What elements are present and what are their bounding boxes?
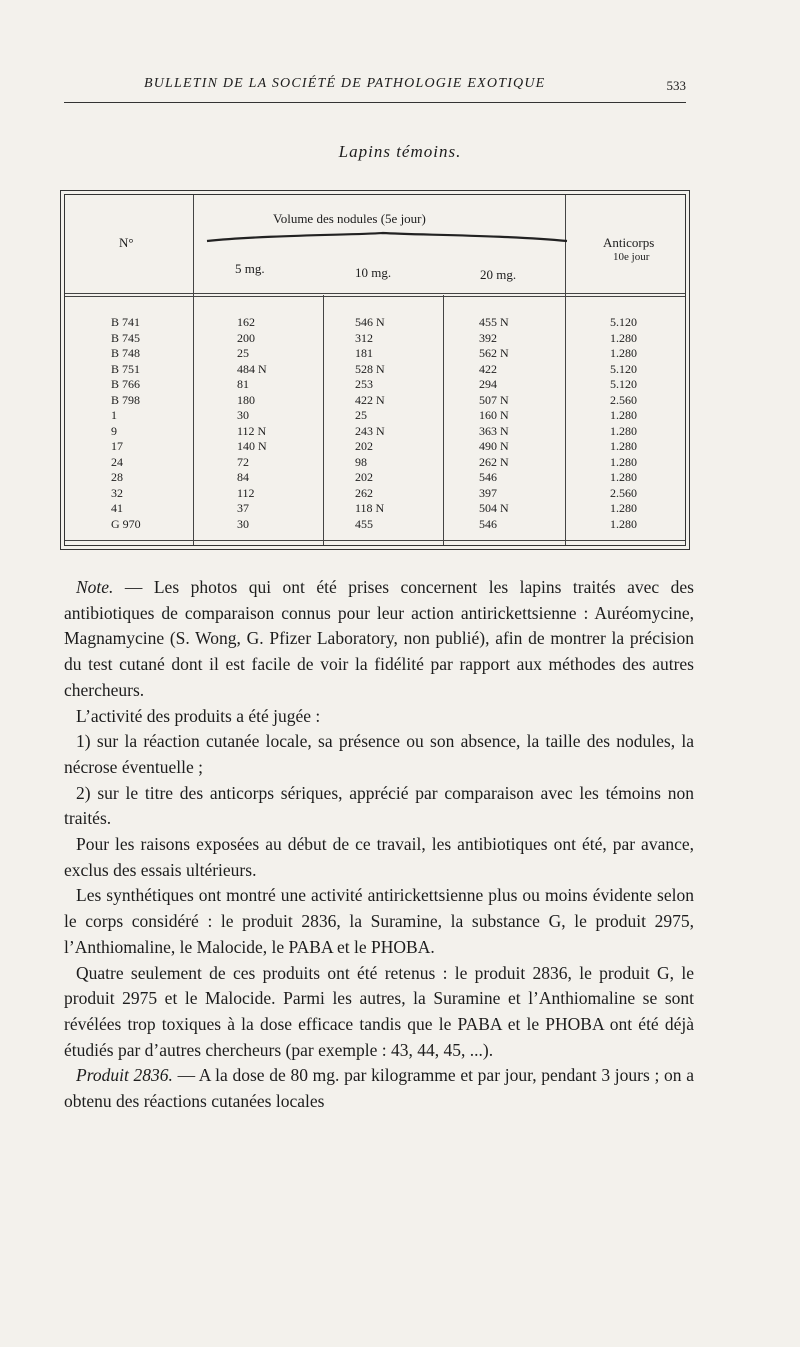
table-cell-mg20: 262 N bbox=[479, 454, 509, 469]
note-lead: Note. bbox=[76, 577, 114, 597]
table-cell-mg10: 243 N bbox=[355, 423, 385, 438]
table-cell-mg20: 392 bbox=[479, 330, 497, 345]
table-cell-mg20: 546 bbox=[479, 516, 497, 531]
column-20mg bbox=[479, 315, 509, 532]
brace-icon bbox=[205, 231, 569, 243]
table-cell-mg5: 140 N bbox=[237, 439, 267, 453]
table-cell-no: B 798 bbox=[111, 392, 141, 407]
produit-lead: Produit 2836. bbox=[76, 1065, 173, 1086]
header-dose-5: 5 mg. bbox=[235, 261, 265, 276]
table-cell-mg5: 112 N bbox=[237, 423, 267, 438]
table-cell-mg10: 25 bbox=[355, 408, 367, 422]
table-cell-mg20: 546 bbox=[479, 470, 497, 484]
table-cell-no: 24 bbox=[111, 454, 123, 469]
note-text: — Les photos qui ont été prises concernent les lapins traités avec des antibiotiques de comparaison connus pour leur action antirickettsienne : Auréomycine, Magnamycine (S. Wong, G. Pfizer Laboratory, non publié), afin de montrer la précision du test cutané dont il est facile de voir la fidélité par rapport aux méthodes des autres chercheurs. bbox=[64, 577, 694, 700]
table-cell-mg20: 490 N bbox=[479, 439, 509, 453]
column-10mg bbox=[355, 315, 385, 532]
table-cell-anti: 1.280 bbox=[610, 470, 637, 484]
table-cell-mg10: 546 N bbox=[355, 315, 385, 329]
table-cell-mg10: 253 bbox=[355, 377, 373, 391]
table-cell-mg5: 84 bbox=[237, 470, 249, 484]
data-table bbox=[60, 190, 690, 550]
table-cell-mg5: 72 bbox=[237, 454, 249, 469]
table-cell-no: B 748 bbox=[111, 346, 141, 360]
table-cell-mg5: 162 bbox=[237, 315, 255, 329]
paragraph: Pour les raisons exposées au début de ce travail, les antibiotiques ont été, par avance, exclus des essais ultérieurs. bbox=[64, 834, 694, 880]
paragraph-note bbox=[64, 575, 694, 704]
table-header-rule bbox=[65, 296, 685, 297]
table-header-rule bbox=[65, 293, 685, 294]
table-cell-no: 17 bbox=[111, 439, 123, 453]
table-cell-no: 41 bbox=[111, 501, 123, 515]
table-divider bbox=[443, 295, 444, 545]
table-cell-anti: 1.280 bbox=[610, 330, 637, 345]
table-cell-mg5: 200 bbox=[237, 330, 255, 345]
table-cell-anti: 1.280 bbox=[610, 439, 637, 453]
table-cell-mg5: 112 bbox=[237, 485, 255, 500]
page-number: 533 bbox=[666, 78, 686, 93]
header-anticorps-day: 10e jour bbox=[613, 251, 650, 263]
table-cell-anti: 5.120 bbox=[610, 315, 637, 329]
running-header bbox=[64, 74, 686, 103]
paragraph: 2) sur le titre des anticorps sériques, apprécié par comparaison avec les témoins non traités. bbox=[64, 782, 694, 829]
body-text bbox=[64, 575, 694, 1115]
paragraph-produit bbox=[64, 1063, 694, 1114]
table-cell-mg5: 37 bbox=[237, 501, 249, 515]
table-cell-mg20: 422 bbox=[479, 361, 497, 376]
table-cell-anti: 1.280 bbox=[610, 454, 637, 469]
paragraph: 1) sur la réaction cutanée locale, sa présence ou son absence, la taille des nodules, la nécrose éventuelle ; bbox=[64, 731, 694, 777]
paragraph: Quatre seulement de ces produits ont été retenus : le produit 2836, le produit G, le produit 2975 et le Malocide. Parmi les autres, la Suramine et l’Anthiomaline se sont révélées trop toxiques à la dose efficace tandis que le PABA et le PHOBA ont été déjà étudiés par d’autres chercheurs (par exemple : 43, 44, 45, ...). bbox=[64, 962, 694, 1060]
table-cell-mg10: 118 N bbox=[355, 501, 385, 515]
table-cell-mg10: 202 bbox=[355, 470, 373, 484]
table-cell-mg10: 181 bbox=[355, 346, 373, 360]
table-divider bbox=[565, 195, 566, 545]
table-cell-anti: 1.280 bbox=[610, 408, 637, 422]
table-cell-mg20: 294 bbox=[479, 377, 497, 391]
header-no: N° bbox=[119, 235, 134, 250]
header-dose-20: 20 mg. bbox=[480, 267, 517, 282]
table-cell-no: B 741 bbox=[111, 315, 141, 329]
table-cell-mg10: 455 bbox=[355, 516, 373, 531]
table-cell-mg20: 507 N bbox=[479, 392, 509, 407]
table-cell-mg20: 504 N bbox=[479, 501, 509, 515]
table-cell-mg10: 422 N bbox=[355, 392, 385, 407]
header-anticorps: Anticorps bbox=[603, 235, 655, 250]
table-cell-mg5: 25 bbox=[237, 346, 249, 360]
table-cell-anti: 5.120 bbox=[610, 377, 637, 391]
header-volume: Volume des nodules (5e jour) bbox=[273, 211, 426, 226]
table-cell-mg5: 30 bbox=[237, 516, 249, 531]
table-cell-mg20: 397 bbox=[479, 485, 497, 500]
table-divider bbox=[193, 195, 194, 545]
table-cell-mg10: 528 N bbox=[355, 361, 385, 376]
table-cell-mg10: 202 bbox=[355, 439, 373, 453]
table-bottom-rule bbox=[65, 540, 685, 541]
table-cell-mg5: 30 bbox=[237, 408, 249, 422]
section-title: Lapins témoins. bbox=[338, 142, 462, 161]
table-cell-anti: 5.120 bbox=[610, 361, 637, 376]
table-cell-mg20: 160 N bbox=[479, 408, 509, 422]
table-cell-anti: 2.560 bbox=[610, 392, 637, 407]
column-5mg bbox=[237, 315, 267, 532]
journal-title: BULLETIN DE LA SOCIÉTÉ DE PATHOLOGIE EXOTIQUE bbox=[144, 76, 546, 91]
table-cell-no: 32 bbox=[111, 485, 123, 500]
table-cell-anti: 1.280 bbox=[610, 346, 637, 360]
table-cell-anti: 1.280 bbox=[610, 423, 637, 438]
table-cell-no: B 751 bbox=[111, 361, 141, 376]
table-cell-mg10: 262 bbox=[355, 485, 373, 500]
table-cell-no: B 745 bbox=[111, 330, 141, 345]
table-cell-mg20: 455 N bbox=[479, 315, 509, 329]
table-cell-no: G 970 bbox=[111, 516, 141, 531]
table-divider bbox=[323, 295, 324, 545]
table-cell-anti: 1.280 bbox=[610, 501, 637, 515]
table-cell-mg10: 98 bbox=[355, 454, 367, 469]
table-inner-frame bbox=[64, 194, 686, 546]
table-cell-mg5: 484 N bbox=[237, 361, 267, 376]
paragraph: Les synthétiques ont montré une activité antirickettsienne plus ou moins évidente selon le corps considéré : le produit 2836, la Suramine, la substance G, le produit 2975, l’Anthiomaline, le Malocide, le PABA et le PHOBA. bbox=[64, 885, 694, 957]
table-cell-anti: 2.560 bbox=[610, 485, 637, 500]
paragraph: L’activité des produits a été jugée : bbox=[76, 705, 321, 726]
produit-text: — A la dose de 80 mg. par kilogramme et par jour, pendant 3 jours ; on a obtenu des réactions cutanées locales bbox=[64, 1065, 694, 1112]
table-cell-mg5: 180 bbox=[237, 392, 255, 407]
table-cell-mg20: 562 N bbox=[479, 346, 509, 360]
column-anticorps bbox=[610, 315, 637, 532]
column-no bbox=[111, 315, 141, 532]
table-cell-no: 9 bbox=[111, 423, 117, 438]
table-cell-no: B 766 bbox=[111, 377, 141, 391]
header-dose-10: 10 mg. bbox=[355, 265, 392, 280]
table-cell-mg10: 312 bbox=[355, 330, 373, 345]
table-cell-no: 1 bbox=[111, 408, 117, 422]
table-cell-no: 28 bbox=[111, 470, 123, 484]
table-cell-mg20: 363 N bbox=[479, 423, 509, 438]
table-cell-mg5: 81 bbox=[237, 377, 249, 391]
table-cell-anti: 1.280 bbox=[610, 516, 637, 531]
